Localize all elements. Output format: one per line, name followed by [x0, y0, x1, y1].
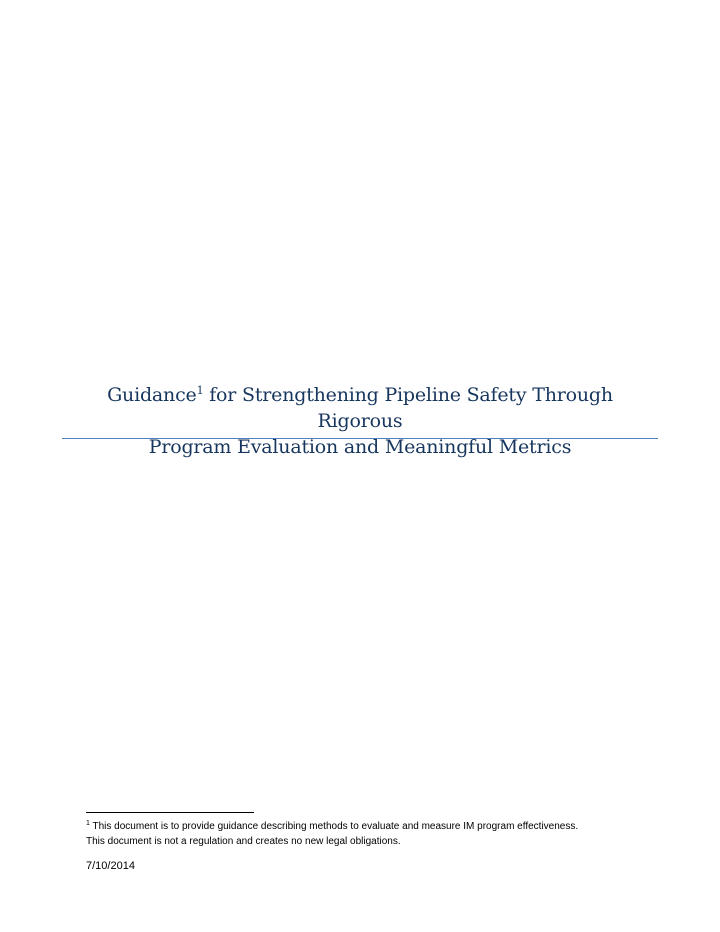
footnote-line-1: This document is to provide guidance describing methods to evaluate and measure IM program effectiveness. [89, 821, 579, 832]
title-text-rest: for Strengthening Pipeline Safety Through Rigorous [203, 384, 613, 432]
document-title [62, 382, 658, 460]
footnote-marker: 1 [86, 820, 90, 827]
document-date: 7/10/2014 [86, 860, 135, 872]
footnote-separator [86, 812, 254, 813]
title-line-2: Program Evaluation and Meaningful Metrics [148, 436, 572, 458]
title-divider [62, 438, 658, 439]
title-footnote-marker: 1 [196, 384, 204, 397]
title-text-start: Guidance [107, 384, 197, 406]
footnote [86, 819, 646, 849]
footnote-line-2: This document is not a regulation and creates no new legal obligations. [86, 836, 401, 847]
